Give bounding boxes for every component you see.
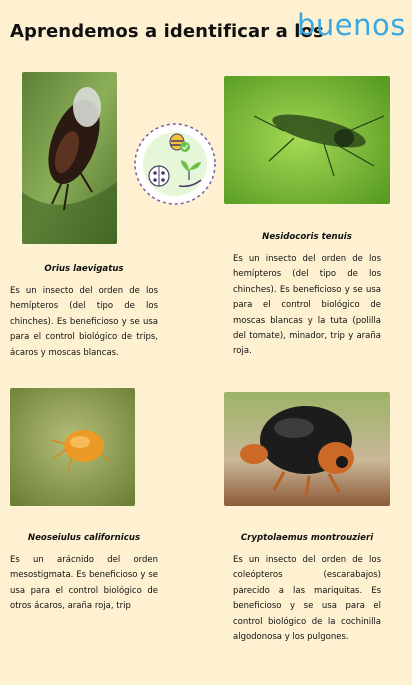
badge-emblem: [133, 122, 217, 206]
nesidocoris-photo: [224, 76, 390, 204]
ladybug-icon: [149, 166, 169, 186]
page-title: [10, 6, 410, 44]
cryptolaemus-description: Es un insecto del orden de los coleópteros (escarabajos) parecido a las mariquitas. Es beneficioso y se usa para el control biológico de la cochinilla algodonosa y los pulgones.: [233, 555, 381, 643]
cryptolaemus-photo: [224, 392, 390, 506]
neoseiulus-photo: [10, 388, 135, 506]
neoseiulus-name: Neoseiulus californicus: [27, 533, 141, 543]
cryptolaemus-name: Cryptolaemus montrouzieri: [240, 533, 374, 543]
nesidocoris-description: Es un insecto del orden de los hemípteros (del tipo de los chinches). Es beneficioso y se usa para el control biológico de moscas blancas y la tuta (polilla del tomate), minador, trip y araña roja.: [233, 254, 381, 357]
neoseiulus-description: Es un arácnido del orden mesostigmata. Es beneficioso y se usa para el control biológico de otros ácaros, araña roja, trip: [10, 555, 158, 612]
orius-photo: [22, 72, 117, 244]
title-lead: Aprendemos a identificar a los: [10, 21, 324, 42]
orius-name: Orius laevigatus: [44, 264, 124, 274]
title-highlight: buenos: [297, 8, 406, 42]
orius-description: Es un insecto del orden de los hemípteros (del tipo de los chinches). Es beneficioso y se usa para el control biológico de trips, ácaros y moscas blancas.: [10, 286, 158, 358]
nesidocoris-name: Nesidocoris tenuis: [262, 232, 352, 242]
